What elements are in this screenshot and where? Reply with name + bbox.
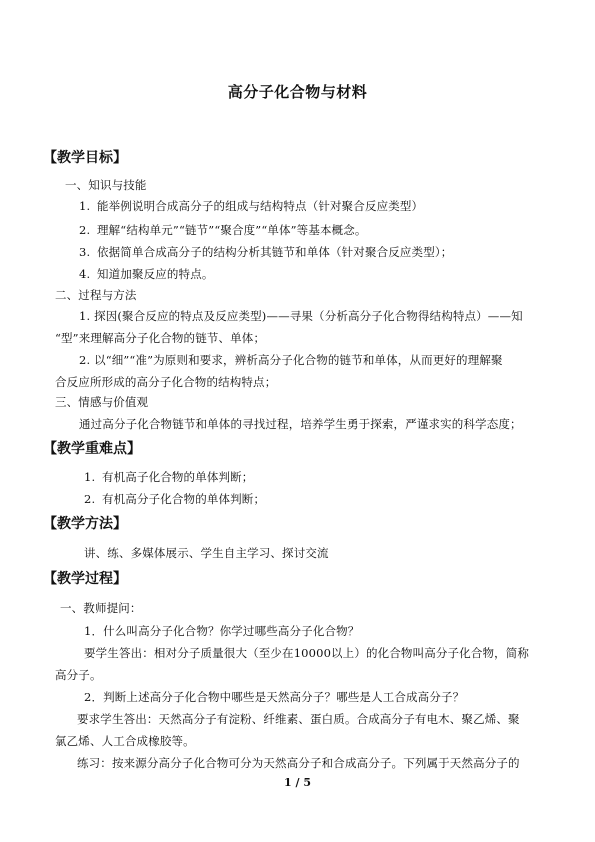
paragraph-line: “型”来理解高分子化合物的链节、单体； — [55, 331, 266, 345]
question-line: 1．什么叫高分子化合物？你学过哪些高分子化合物？ — [84, 624, 360, 638]
list-item-text: 知道加聚反应的特点。 — [97, 267, 214, 281]
exercise-line: 练习：按来源分高分子化合物可分为天然高分子和合成高分子。下列属于天然高分子的 — [77, 756, 520, 770]
list-item-number: 3. — [79, 245, 91, 259]
answer-line: 要求学生答出：天然高分子有淀粉、纤维素、蛋白质。合成高分子有电木、聚乙烯、聚 — [77, 712, 520, 726]
heading-process: 【教学过程】 — [43, 571, 127, 587]
heading-methods: 【教学方法】 — [43, 516, 127, 532]
list-item — [84, 469, 253, 485]
list-item — [79, 198, 423, 214]
list-item-number: 2. — [79, 223, 91, 237]
objectives-part2-title: 二、过程与方法 — [55, 288, 137, 302]
list-item-number: 1. — [79, 199, 91, 213]
answer-line: 氯乙烯、人工合成橡胶等。 — [55, 734, 195, 748]
objectives-part3-title: 三、情感与价值观 — [55, 395, 149, 409]
list-item-text: 有机高分子化合物的单体判断； — [102, 492, 266, 506]
list-item — [84, 491, 265, 507]
document-title: 高分子化合物与材料 — [227, 83, 368, 101]
list-item-text: 理解“结构单元”“链节”“聚合度”“单体”等基本概念。 — [97, 223, 367, 237]
list-item-text: 有机高子化合物的单体判断； — [102, 470, 254, 484]
heading-key-points: 【教学重难点】 — [43, 441, 141, 457]
list-item-text: 能举例说明合成高分子的组成与结构特点（针对聚合反应类型） — [97, 199, 424, 213]
process-step-title: 一、教师提问： — [60, 601, 142, 615]
paragraph-line: 2. 以“细”“准”为原则和要求，辨析高分子化合物的链节和单体，从而更好的理解聚 — [79, 353, 503, 367]
list-item — [79, 244, 452, 260]
list-item-number: 1. — [84, 470, 96, 484]
paragraph-line: 合反应所形成的高分子化合物的结构特点； — [55, 375, 277, 389]
answer-line: 要学生答出：相对分子质量很大（至少在10000以上）的化合物叫高分子化合物，简称 — [84, 646, 530, 660]
heading-objectives: 【教学目标】 — [43, 150, 127, 166]
paragraph-line: 通过高分子化合物链节和单体的寻找过程，培养学生勇于探索，严谨求实的科学态度； — [79, 417, 522, 431]
page-number: 1 / 5 — [284, 776, 311, 789]
objectives-part1-title: 一、知识与技能 — [65, 178, 147, 192]
answer-line: 高分子。 — [55, 668, 102, 682]
list-item-text: 依据简单合成高分子的结构分析其链节和单体（针对聚合反应类型）； — [97, 245, 453, 259]
list-item — [79, 222, 367, 238]
list-item — [79, 266, 214, 282]
list-item-number: 2. — [84, 492, 96, 506]
question-line: 2．判断上述高分子化合物中哪些是天然高分子？哪些是人工合成高分子？ — [84, 690, 465, 704]
paragraph-line: 1. 探因(聚合反应的特点及反应类型)——寻果（分析高分子化合物得结构特点）——知 — [79, 309, 523, 323]
paragraph-line: 讲、练、多媒体展示、学生自主学习、探讨交流 — [84, 546, 329, 560]
list-item-number: 4. — [79, 267, 91, 281]
